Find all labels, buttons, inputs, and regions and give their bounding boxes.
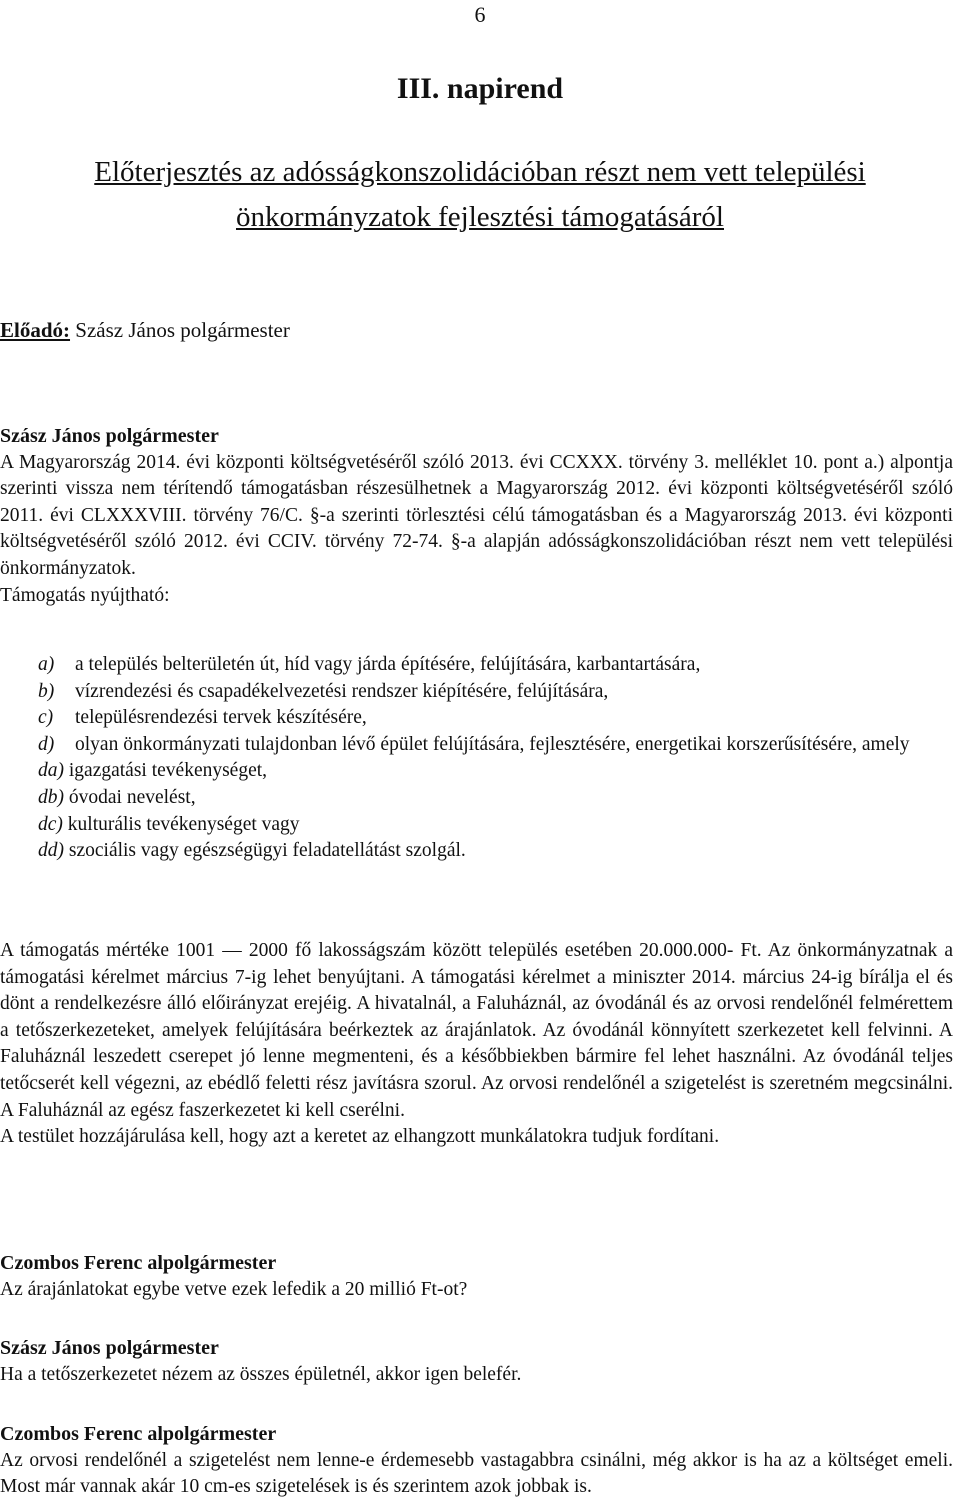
list-marker: d): [38, 733, 55, 755]
dialogue-2: [0, 1335, 953, 1388]
sublist-item-text: óvodai nevelést,: [64, 786, 196, 808]
sublist-item-text: szociális vagy egészségügyi feladatellátást szolgál.: [64, 840, 466, 862]
list-marker: c): [38, 707, 54, 729]
paragraph: Az árajánlatokat egybe vetve ezek lefedik a 20 millió Ft-ot?: [0, 1278, 468, 1300]
dialogue-1: [0, 1250, 953, 1303]
list-item: [0, 679, 953, 706]
paragraph: A testület hozzájárulása kell, hogy azt a keretet az elhangzott munkálatokra tudjuk fordítani.: [0, 1126, 720, 1148]
speaker-name: Szász János polgármester: [0, 1337, 219, 1359]
list-item-text: településrendezési tervek készítésére,: [75, 707, 367, 729]
paragraph: A Magyarország 2014. évi központi költségvetéséről szóló 2013. évi CCXXX. törvény 3. melléklet 10. pont a.) alpontja szerinti vissza nem térítendő támogatásban részesülhetnek a Magyarország 2012. évi központi költségvetéséről szóló 2011. évi CLXXXVIII. törvény 76/C. §-a szerinti törlesztési célú támogatásban és a Magyarország 2013. évi központi költségvetéséről szóló 2012. évi CCIV. törvény 72-74. §-a alapján adósságkonszolidációban részt nem vett települési önkormányzatok.: [0, 451, 953, 579]
page-number: 6: [474, 2, 486, 27]
sublist-item: [0, 838, 953, 865]
block2: [0, 938, 953, 1151]
list-marker: b): [38, 680, 55, 702]
list-marker: a): [38, 654, 55, 675]
speaker-name: Szász János polgármester: [0, 425, 219, 447]
list-item-text: olyan önkormányzati tulajdonban lévő épület felújítására, fejlesztésére, energetikai korszerűsítésére, amely: [75, 733, 910, 755]
sublist-marker: db): [38, 786, 64, 808]
list-item: [0, 705, 953, 732]
sublist-item: [0, 758, 953, 785]
block1: [0, 423, 953, 609]
list-item-text: a település belterületén út, híd vagy járda építésére, felújítására, karbantartására,: [75, 654, 701, 675]
sublist-item: [0, 785, 953, 812]
paragraph: A támogatás mértéke 1001 — 2000 fő lakosságszám között település esetében 20.000.000- Ft. Az önkormányzatnak a támogatási kérelmet március 7-ig lehet benyújtani. A támogatási kérelmet a miniszter 2014. március 24-ig bírálja el és dönt a rendelkezésre álló előirányzat erejéig. A hivatalnál, a Faluháznál, az óvodánál és az orvosi rendelőnél felmérettem a tetőszerkezeteket, amelyek felújítására beérkeztek az árajánlatok. Az óvodánál könnyített szerkezetet kell felvinni. A Faluháznál leszedett cserepet jó lenne megmenteni, és a későbbiekben bármire fel lehet használni. Az óvodánál teljes tetőcserét kell végezni, az ebédlő feletti rész javításra szorul. Az orvosi rendelőnél a szigetelést is szeretném megcsinálni. A Faluháznál az egész faszerkezetet ki kell cserélni.: [0, 940, 953, 1121]
sublist-marker: da): [38, 760, 64, 782]
support-list: [0, 652, 953, 865]
sublist-marker: dd): [38, 840, 64, 862]
sublist-item: [0, 812, 953, 839]
presenter-line: [0, 318, 290, 343]
list-item: [0, 652, 953, 679]
paragraph: Az orvosi rendelőnél a szigetelést nem lenne-e érdemesebb vastagabbra csinálni, még akkor is ha az a költséget emeli. Most már vannak akár 10 cm-es szigetelések is és szerintem azok jobbak is.: [0, 1449, 953, 1498]
paragraph: Ha a tetőszerkezetet nézem az összes épületnél, akkor igen belefér.: [0, 1363, 522, 1385]
speaker-name: Czombos Ferenc alpolgármester: [0, 1423, 277, 1445]
support-intro: Támogatás nyújtható:: [0, 584, 170, 606]
dialogue-3: [0, 1421, 953, 1501]
list-item: [0, 732, 953, 759]
agenda-heading: III. napirend: [396, 72, 564, 105]
presenter-name: Szász János polgármester: [70, 318, 290, 342]
presenter-label: Előadó:: [0, 318, 71, 342]
list-item-text: vízrendezési és csapadékelvezetési rendszer kiépítésére, felújítására,: [75, 680, 609, 702]
speaker-name: Czombos Ferenc alpolgármester: [0, 1252, 277, 1274]
document-title: Előterjesztés az adósságkonszolidációban részt nem vett települési önkormányzatok fejlesztési támogatásáról: [94, 156, 866, 233]
sublist-marker: dc): [38, 813, 63, 835]
sublist-item-text: igazgatási tevékenységet,: [64, 760, 268, 782]
sublist-item-text: kulturális tevékenységet vagy: [62, 813, 300, 835]
